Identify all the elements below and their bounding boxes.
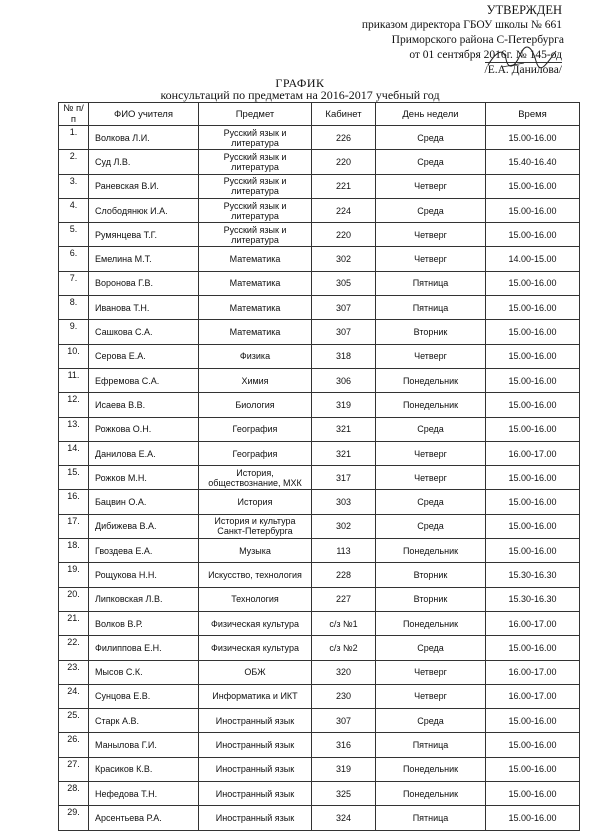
cabinet-number: 221 — [312, 174, 376, 198]
row-number: 22. — [59, 636, 89, 660]
row-number: 8. — [59, 296, 89, 320]
time-range: 15.00-16.00 — [486, 757, 580, 781]
time-range: 15.00-16.00 — [486, 709, 580, 733]
time-range: 15.00-16.00 — [486, 174, 580, 198]
weekday: Среда — [376, 126, 486, 150]
document-heading — [0, 77, 600, 101]
column-header-number: № п/п — [59, 103, 89, 126]
time-range: 15.40-16.40 — [486, 150, 580, 174]
subject-name: ОБЖ — [199, 660, 312, 684]
approval-signatory: /Е.А. Данилова/ — [484, 64, 562, 76]
weekday: Четверг — [376, 223, 486, 247]
cabinet-number: 320 — [312, 660, 376, 684]
row-number: 27. — [59, 757, 89, 781]
weekday: Понедельник — [376, 368, 486, 392]
cabinet-number: 306 — [312, 368, 376, 392]
row-number: 18. — [59, 539, 89, 563]
teacher-name: Красиков К.В. — [89, 757, 199, 781]
row-number: 14. — [59, 441, 89, 465]
time-range: 15.00-16.00 — [486, 417, 580, 441]
table-row — [59, 709, 580, 733]
table-row — [59, 782, 580, 806]
table-row — [59, 247, 580, 271]
row-number: 24. — [59, 684, 89, 708]
row-number: 11. — [59, 368, 89, 392]
weekday: Четверг — [376, 684, 486, 708]
row-number: 28. — [59, 782, 89, 806]
column-header-teacher: ФИО учителя — [89, 103, 199, 126]
subject-name: География — [199, 441, 312, 465]
row-number: 17. — [59, 514, 89, 538]
row-number: 3. — [59, 174, 89, 198]
cabinet-number: с/з №2 — [312, 636, 376, 660]
cabinet-number: 303 — [312, 490, 376, 514]
cabinet-number: 113 — [312, 539, 376, 563]
row-number: 25. — [59, 709, 89, 733]
cabinet-number: 230 — [312, 684, 376, 708]
weekday: Вторник — [376, 320, 486, 344]
teacher-name: Старк А.В. — [89, 709, 199, 733]
table-row — [59, 466, 580, 490]
teacher-name: Суд Л.В. — [89, 150, 199, 174]
time-range: 16.00-17.00 — [486, 611, 580, 635]
teacher-name: Волкова Л.И. — [89, 126, 199, 150]
time-range: 16.00-17.00 — [486, 660, 580, 684]
teacher-name: Арсентьева Р.А. — [89, 806, 199, 830]
time-range: 15.00-16.00 — [486, 490, 580, 514]
table-row — [59, 514, 580, 538]
teacher-name: Липковская Л.В. — [89, 587, 199, 611]
time-range: 15.00-16.00 — [486, 198, 580, 222]
weekday: Среда — [376, 417, 486, 441]
table-row — [59, 539, 580, 563]
time-range: 15.00-16.00 — [486, 320, 580, 344]
table-row — [59, 684, 580, 708]
time-range: 15.00-16.00 — [486, 539, 580, 563]
cabinet-number: 228 — [312, 563, 376, 587]
subject-name: История и культура Санкт-Петербурга — [199, 514, 312, 538]
cabinet-number: 319 — [312, 757, 376, 781]
subject-name: Русский язык и литература — [199, 150, 312, 174]
time-range: 15.00-16.00 — [486, 126, 580, 150]
cabinet-number: 302 — [312, 247, 376, 271]
teacher-name: Бацвин О.А. — [89, 490, 199, 514]
weekday: Среда — [376, 709, 486, 733]
table-row — [59, 368, 580, 392]
cabinet-number: 321 — [312, 441, 376, 465]
teacher-name: Иванова Т.Н. — [89, 296, 199, 320]
time-range: 15.00-16.00 — [486, 782, 580, 806]
table-row — [59, 636, 580, 660]
cabinet-number: 321 — [312, 417, 376, 441]
row-number: 12. — [59, 393, 89, 417]
subject-name: Иностранный язык — [199, 806, 312, 830]
subject-name: Иностранный язык — [199, 757, 312, 781]
time-range: 15.00-16.00 — [486, 514, 580, 538]
teacher-name: Румянцева Т.Г. — [89, 223, 199, 247]
row-number: 21. — [59, 611, 89, 635]
column-header-cabinet: Кабинет — [312, 103, 376, 126]
time-range: 14.00-15.00 — [486, 247, 580, 271]
subject-name: Физическая культура — [199, 636, 312, 660]
weekday: Понедельник — [376, 393, 486, 417]
row-number: 15. — [59, 466, 89, 490]
cabinet-number: 302 — [312, 514, 376, 538]
teacher-name: Рощукова Н.Н. — [89, 563, 199, 587]
table-row — [59, 393, 580, 417]
table-row — [59, 296, 580, 320]
time-range: 15.00-16.00 — [486, 296, 580, 320]
approval-date-line: от 01 сентября 2016г. № 145-од — [409, 49, 562, 61]
approval-title: УТВЕРЖДЕН — [486, 3, 562, 17]
time-range: 15.00-16.00 — [486, 344, 580, 368]
weekday: Пятница — [376, 806, 486, 830]
row-number: 23. — [59, 660, 89, 684]
table-row — [59, 126, 580, 150]
teacher-name: Воронова Г.В. — [89, 271, 199, 295]
time-range: 15.00-16.00 — [486, 466, 580, 490]
teacher-name: Сунцова Е.В. — [89, 684, 199, 708]
table-row — [59, 174, 580, 198]
time-range: 15.00-16.00 — [486, 733, 580, 757]
row-number: 13. — [59, 417, 89, 441]
table-row — [59, 806, 580, 830]
time-range: 15.00-16.00 — [486, 368, 580, 392]
table-row — [59, 660, 580, 684]
cabinet-number: 318 — [312, 344, 376, 368]
subject-name: Искусство, технология — [199, 563, 312, 587]
column-header-subject: Предмет — [199, 103, 312, 126]
subject-name: Русский язык и литература — [199, 126, 312, 150]
weekday: Четверг — [376, 344, 486, 368]
subject-name: Физическая культура — [199, 611, 312, 635]
cabinet-number: 316 — [312, 733, 376, 757]
time-range: 16.00-17.00 — [486, 684, 580, 708]
teacher-name: Волков В.Р. — [89, 611, 199, 635]
cabinet-number: 220 — [312, 223, 376, 247]
subject-name: История — [199, 490, 312, 514]
cabinet-number: 307 — [312, 709, 376, 733]
row-number: 9. — [59, 320, 89, 344]
document-subtitle: консультаций по предметам на 2016-2017 учебный год — [160, 88, 440, 102]
table-row — [59, 344, 580, 368]
weekday: Понедельник — [376, 539, 486, 563]
weekday: Четверг — [376, 466, 486, 490]
table-row — [59, 733, 580, 757]
cabinet-number: 226 — [312, 126, 376, 150]
teacher-name: Рожкова О.Н. — [89, 417, 199, 441]
subject-name: Иностранный язык — [199, 782, 312, 806]
document-title: ГРАФИК — [275, 76, 325, 90]
signature-icon — [484, 45, 560, 71]
weekday: Среда — [376, 150, 486, 174]
time-range: 15.00-16.00 — [486, 271, 580, 295]
row-number: 16. — [59, 490, 89, 514]
table-row — [59, 757, 580, 781]
teacher-name: Емелина М.Т. — [89, 247, 199, 271]
table-row — [59, 441, 580, 465]
teacher-name: Манылова Г.И. — [89, 733, 199, 757]
teacher-name: Мысов С.К. — [89, 660, 199, 684]
weekday: Понедельник — [376, 611, 486, 635]
row-number: 29. — [59, 806, 89, 830]
teacher-name: Слободянюк И.А. — [89, 198, 199, 222]
subject-name: Музыка — [199, 539, 312, 563]
table-row — [59, 271, 580, 295]
cabinet-number: 307 — [312, 296, 376, 320]
approval-stamp-block — [362, 3, 562, 78]
table-row — [59, 320, 580, 344]
row-number: 26. — [59, 733, 89, 757]
subject-name: Русский язык и литература — [199, 174, 312, 198]
table-body — [59, 126, 580, 831]
cabinet-number: 220 — [312, 150, 376, 174]
weekday: Понедельник — [376, 782, 486, 806]
weekday: Пятница — [376, 296, 486, 320]
cabinet-number: с/з №1 — [312, 611, 376, 635]
column-header-weekday: День недели — [376, 103, 486, 126]
teacher-name: Раневская В.И. — [89, 174, 199, 198]
subject-name: Иностранный язык — [199, 733, 312, 757]
row-number: 19. — [59, 563, 89, 587]
subject-name: Биология — [199, 393, 312, 417]
time-range: 16.00-17.00 — [486, 441, 580, 465]
teacher-name: Филиппова Е.Н. — [89, 636, 199, 660]
table-row — [59, 611, 580, 635]
subject-name: География — [199, 417, 312, 441]
table-row — [59, 417, 580, 441]
weekday: Среда — [376, 198, 486, 222]
weekday: Среда — [376, 490, 486, 514]
time-range: 15.30-16.30 — [486, 587, 580, 611]
subject-name: Физика — [199, 344, 312, 368]
table-row — [59, 563, 580, 587]
weekday: Вторник — [376, 587, 486, 611]
table-row — [59, 150, 580, 174]
teacher-name: Исаева В.В. — [89, 393, 199, 417]
row-number: 7. — [59, 271, 89, 295]
row-number: 10. — [59, 344, 89, 368]
row-number: 2. — [59, 150, 89, 174]
teacher-name: Ефремова С.А. — [89, 368, 199, 392]
table-row — [59, 587, 580, 611]
weekday: Понедельник — [376, 757, 486, 781]
subject-name: Математика — [199, 296, 312, 320]
subject-name: Математика — [199, 320, 312, 344]
teacher-name: Данилова Е.А. — [89, 441, 199, 465]
teacher-name: Рожков М.Н. — [89, 466, 199, 490]
time-range: 15.00-16.00 — [486, 636, 580, 660]
teacher-name: Сашкова С.А. — [89, 320, 199, 344]
cabinet-number: 325 — [312, 782, 376, 806]
cabinet-number: 224 — [312, 198, 376, 222]
cabinet-number: 305 — [312, 271, 376, 295]
weekday: Четверг — [376, 441, 486, 465]
table-header-row — [59, 103, 580, 126]
subject-name: Математика — [199, 271, 312, 295]
approval-order-line: приказом директора ГБОУ школы № 661 — [361, 19, 562, 31]
subject-name: Русский язык и литература — [199, 223, 312, 247]
cabinet-number: 319 — [312, 393, 376, 417]
weekday: Среда — [376, 636, 486, 660]
teacher-name: Серова Е.А. — [89, 344, 199, 368]
time-range: 15.00-16.00 — [486, 223, 580, 247]
weekday: Среда — [376, 514, 486, 538]
cabinet-number: 307 — [312, 320, 376, 344]
weekday: Вторник — [376, 563, 486, 587]
table-row — [59, 490, 580, 514]
weekday: Четверг — [376, 660, 486, 684]
weekday: Четверг — [376, 247, 486, 271]
row-number: 20. — [59, 587, 89, 611]
time-range: 15.30-16.30 — [486, 563, 580, 587]
weekday: Четверг — [376, 174, 486, 198]
row-number: 4. — [59, 198, 89, 222]
row-number: 6. — [59, 247, 89, 271]
table-row — [59, 198, 580, 222]
weekday: Пятница — [376, 271, 486, 295]
cabinet-number: 317 — [312, 466, 376, 490]
cabinet-number: 324 — [312, 806, 376, 830]
table-row — [59, 223, 580, 247]
consultation-schedule-table — [58, 102, 580, 831]
weekday: Пятница — [376, 733, 486, 757]
row-number: 1. — [59, 126, 89, 150]
subject-name: История, обществознание, МХК — [199, 466, 312, 490]
time-range: 15.00-16.00 — [486, 393, 580, 417]
subject-name: Русский язык и литература — [199, 198, 312, 222]
teacher-name: Гвоздева Е.А. — [89, 539, 199, 563]
column-header-time: Время — [486, 103, 580, 126]
teacher-name: Дибижева В.А. — [89, 514, 199, 538]
subject-name: Математика — [199, 247, 312, 271]
subject-name: Иностранный язык — [199, 709, 312, 733]
approval-district-line: Приморского района С-Петербурга — [391, 34, 564, 46]
subject-name: Химия — [199, 368, 312, 392]
teacher-name: Нефедова Т.Н. — [89, 782, 199, 806]
time-range: 15.00-16.00 — [486, 806, 580, 830]
cabinet-number: 227 — [312, 587, 376, 611]
subject-name: Информатика и ИКТ — [199, 684, 312, 708]
row-number: 5. — [59, 223, 89, 247]
subject-name: Технология — [199, 587, 312, 611]
